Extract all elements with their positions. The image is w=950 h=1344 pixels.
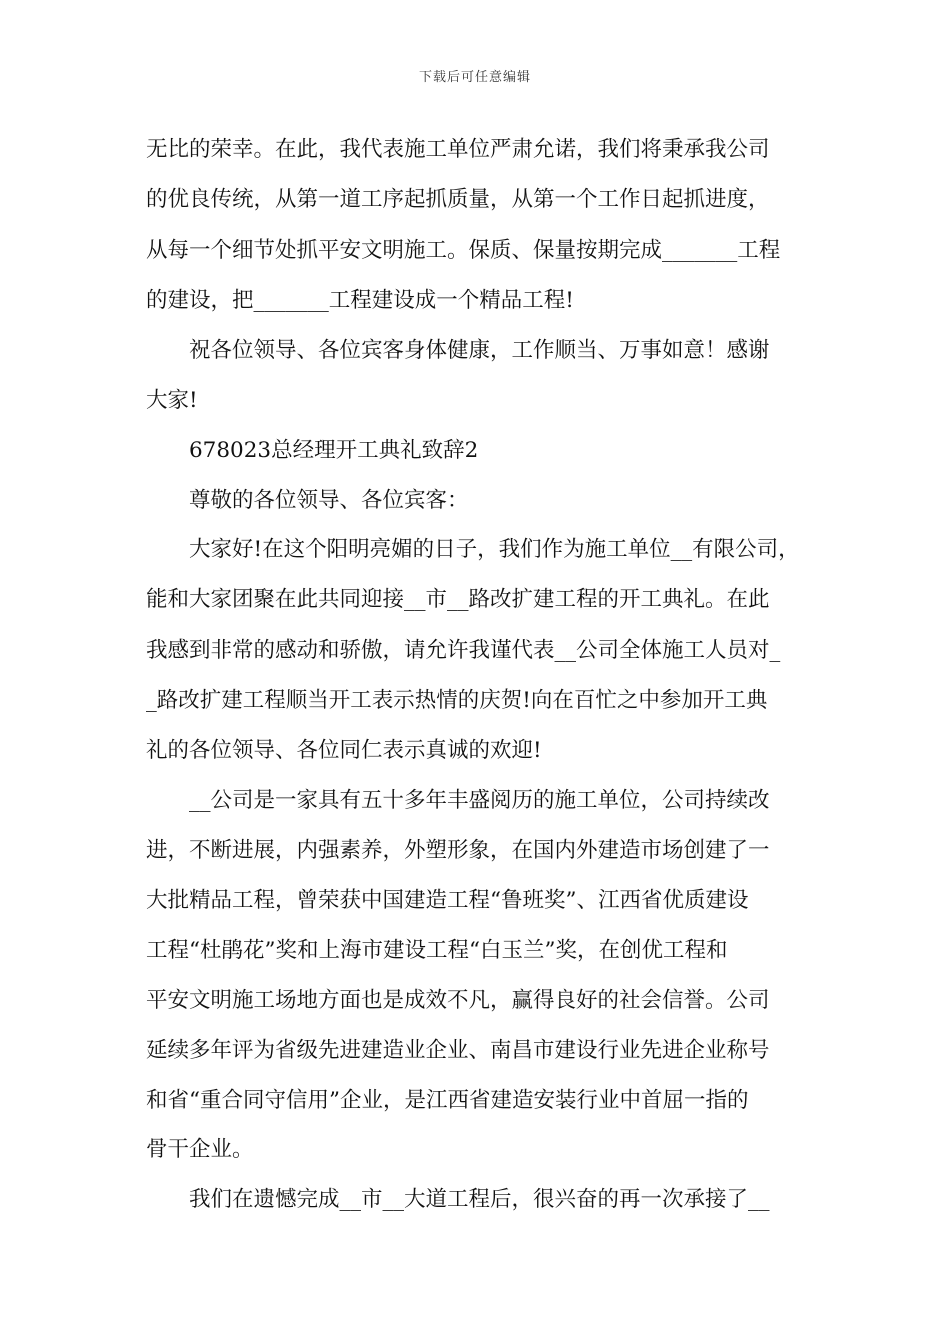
text-line: 和省“重合同守信用”企业，是江西省建造安装行业中首屈一指的	[146, 1088, 749, 1113]
text-line: 的建设，把_______工程建设成一个精品工程!	[146, 288, 574, 313]
text-line: 的优良传统，从第一道工序起抓质量，从第一个工作日起抓进度，	[146, 187, 770, 212]
text-line: 骨干企业。	[146, 1137, 254, 1162]
text-line: 从每一个细节处抓平安文明施工。保质、保量按期完成_______工程	[146, 238, 781, 263]
text-line: 工程“杜鹃花”奖和上海市建设工程“白玉兰”奖，在创优工程和	[146, 938, 728, 963]
text-line: 能和大家团聚在此共同迎接__市__路改扩建工程的开工典礼。在此	[146, 587, 770, 612]
text-line: 延续多年评为省级先进建造业企业、南昌市建设行业先进企业称号	[146, 1038, 770, 1063]
section-title: 678023总经理开工典礼致辞2	[189, 438, 479, 463]
paragraph-start: 祝各位领导、各位宾客身体健康，工作顺当、万事如意！感谢	[189, 338, 770, 363]
salutation: 尊敬的各位领导、各位宾客：	[189, 488, 469, 513]
text-line: 大家!	[146, 388, 198, 413]
text-line: 我感到非常的感动和骄傲，请允许我谨代表__公司全体施工人员对_	[146, 638, 781, 663]
paragraph-start: 我们在遗憾完成__市__大道工程后，很兴奋的再一次承接了__	[189, 1187, 770, 1212]
text-line: 礼的各位领导、各位同仁表示真诚的欢迎!	[146, 738, 542, 763]
paragraph-start: __公司是一家具有五十多年丰盛阅历的施工单位，公司持续改	[189, 788, 770, 813]
paragraph-start: 大家好!在这个阳明亮媚的日子，我们作为施工单位__有限公司，	[189, 537, 800, 562]
text-line: 进，不断进展，内强素养，外塑形象，在国内外建造市场创建了一	[146, 838, 770, 863]
text-line: 平安文明施工场地方面也是成效不凡，赢得良好的社会信誉。公司	[146, 988, 770, 1013]
page-header: 下载后可任意编辑	[418, 70, 531, 85]
text-line: 大批精品工程，曾荣获中国建造工程“鲁班奖”、江西省优质建设	[146, 888, 749, 913]
text-line: _路改扩建工程顺当开工表示热情的庆贺!向在百忙之中参加开工典	[146, 688, 768, 713]
text-line: 无比的荣幸。在此，我代表施工单位严肃允诺，我们将秉承我公司	[146, 137, 770, 162]
